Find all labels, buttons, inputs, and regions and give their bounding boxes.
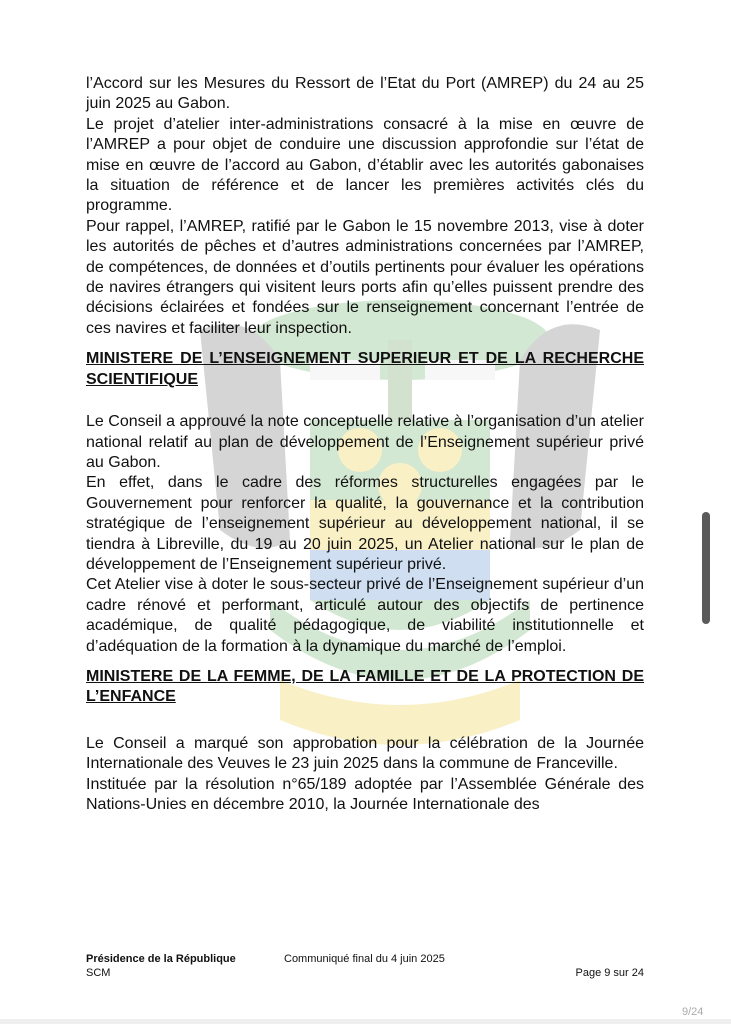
footer-document-title: Communiqué final du 4 juin 2025 — [284, 953, 445, 965]
paragraph-amrep-project: Le projet d’atelier inter-administrations consacré à la mise en œuvre de l’AMREP a pour objet de conduire une discussion approfondie sur l’état de mise en œuvre de l’accord au Gabon, d’établir avec les autorités gabonaises la situation de référence et de lancer les premières activités clés du programme. — [86, 115, 644, 215]
viewer-bottom-band — [0, 1019, 731, 1024]
paragraph-widows-day-resolution: Instituée par la résolution n°65/189 adoptée par l’Assemblée Générale des Nations-Unies en décembre 2010, la Journée Internationale des — [86, 775, 644, 813]
paragraph-widows-day-approval: Le Conseil a marqué son approbation pour la célébration de la Journée Internationale des Veuves le 23 juin 2025 dans la commune de Franceville. — [86, 734, 644, 773]
footer-issuer: Présidence de la République — [86, 953, 236, 965]
paragraph-amrep-intro: l’Accord sur les Mesures du Ressort de l’Etat du Port (AMREP) du 24 au 25 juin 2025 au Gabon. — [86, 75, 644, 113]
section-heading-higher-education: MINISTERE DE L’ENSEIGNEMENT SUPERIEUR ET DE LA RECHERCHE SCIENTIFIQUE — [86, 350, 644, 388]
document-body — [86, 74, 644, 815]
paragraph-amrep-reminder: Pour rappel, l’AMREP, ratifié par le Gabon le 15 novembre 2013, vise à doter les autorités de pêches et d’autres administrations concernées par l’AMREP, de compétences, de données et d’outils pertinents pour évaluer les opérations de navires étrangers qui visitent leurs ports afin qu’elles puissent prendre des décisions éclairées et fondées sur le renseignement concernant l’entrée de ces navires et faciliter leur inspection. — [86, 217, 644, 337]
viewer-page-indicator: 9/24 — [682, 1006, 704, 1018]
footer-unit: SCM — [86, 967, 111, 979]
paragraph-higher-education-approval: Le Conseil a approuvé la note conceptuelle relative à l’organisation d’un atelier national relatif au plan de développement de l’Enseignement supérieur privé au Gabon. — [86, 413, 644, 471]
section-heading-women-family: MINISTERE DE LA FEMME, DE LA FAMILLE ET DE LA PROTECTION DE L’ENFANCE — [86, 667, 644, 706]
footer-page-number: Page 9 sur 24 — [575, 967, 644, 979]
paragraph-higher-education-workshop: En effet, dans le cadre des réformes structurelles engagées par le Gouvernement pour renforcer la qualité, la gouvernance et la contribution stratégique de l’enseignement supérieur au développement national, il se tiendra à Libreville, du 19 au 20 juin 2025, un Atelier national sur le plan de développement de l’Enseignement supérieur privé. — [86, 474, 644, 573]
scrollbar-thumb[interactable] — [702, 512, 710, 624]
paragraph-higher-education-objectives: Cet Atelier vise à doter le sous-secteur privé de l’Enseignement supérieur d’un cadre rénové et performant, articulé autour des objectifs de pertinence académique, de qualité pédagogique, de viabilité institutionnelle et d’adéquation de la formation à la dynamique du marché de l’emploi. — [86, 576, 644, 655]
